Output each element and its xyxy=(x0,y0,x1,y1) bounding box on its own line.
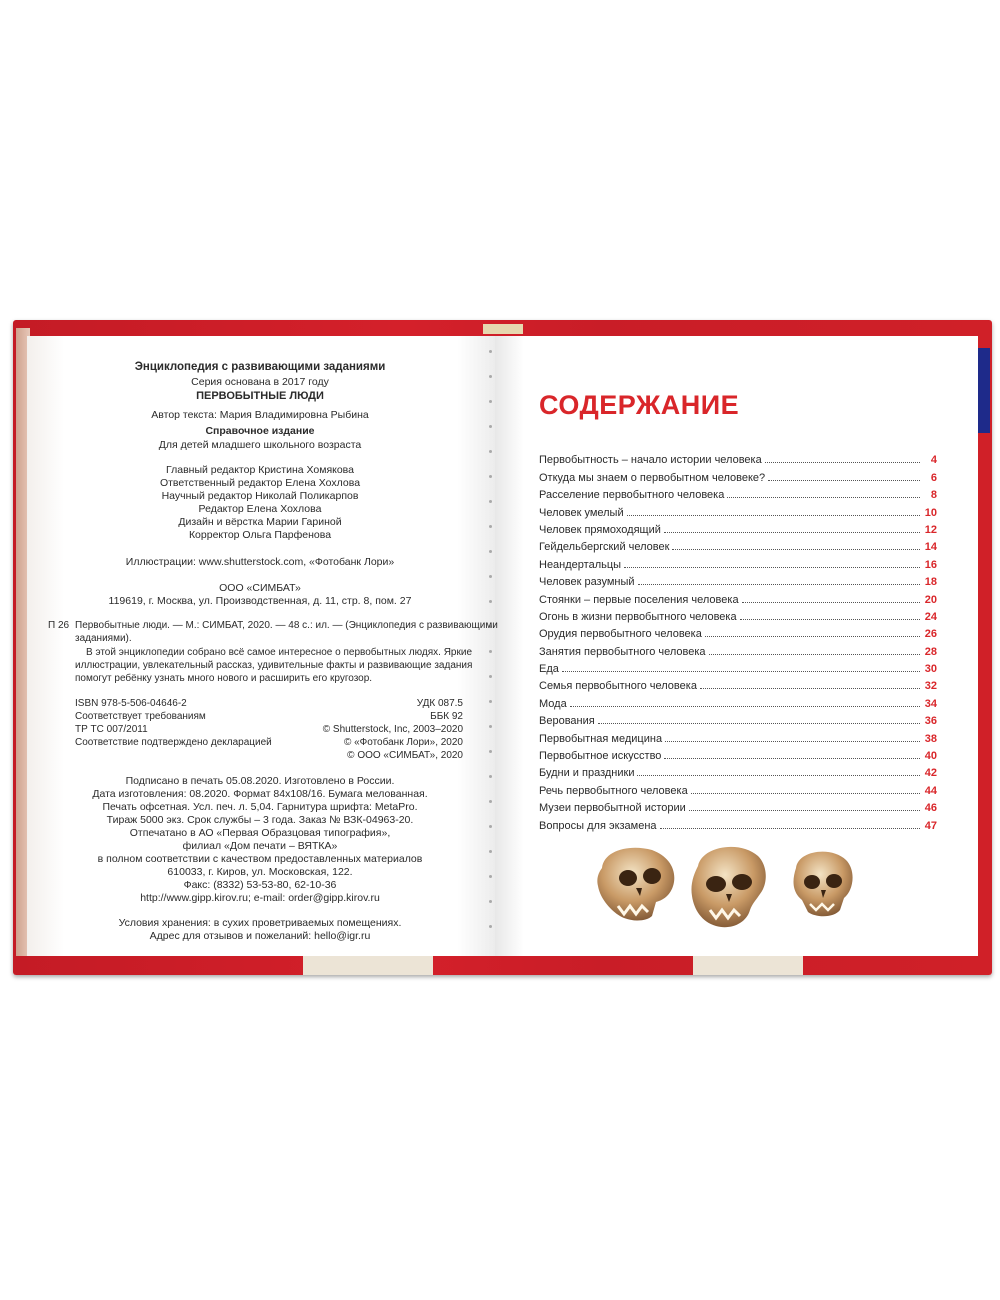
udk: УДК 087.5 xyxy=(416,698,463,709)
compliance-line: Соответствие подтверждено декларацией xyxy=(75,737,272,748)
binding-stitches xyxy=(488,350,494,950)
toc-leader-dots xyxy=(672,549,920,550)
toc-item xyxy=(539,449,937,466)
toc-item xyxy=(539,762,937,779)
toc-item-page: 12 xyxy=(924,523,937,536)
toc-leader-dots xyxy=(624,567,920,568)
toc-item xyxy=(539,745,937,762)
toc-item xyxy=(539,484,937,501)
toc-leader-dots xyxy=(765,462,920,463)
imprint-line: Печать офсетная. Усл. печ. л. 5,04. Гарнитура шрифта: MetaPro. xyxy=(102,801,418,813)
toc-item-label: Человек прямоходящий xyxy=(539,523,661,536)
toc-leader-dots xyxy=(665,741,920,742)
toc-item-page: 10 xyxy=(924,506,937,519)
toc-item-page: 16 xyxy=(924,558,937,571)
bbk: ББК 92 xyxy=(430,711,463,722)
toc-leader-dots xyxy=(705,636,920,637)
edition-type: Справочное издание xyxy=(205,425,315,437)
toc-item-page: 42 xyxy=(924,767,937,780)
toc-item-label: Музеи первобытной истории xyxy=(539,802,686,815)
toc-leader-dots xyxy=(637,775,920,776)
spine-top-strip xyxy=(483,324,523,334)
toc-item-label: Вопросы для экзамена xyxy=(539,819,657,832)
toc-item-label: Первобытная медицина xyxy=(539,732,663,745)
toc-item-page: 28 xyxy=(924,645,937,658)
publisher-address: 119619, г. Москва, ул. Производственная, д. 11, стр. 8, пом. 27 xyxy=(108,595,412,607)
toc-leader-dots xyxy=(627,515,920,516)
toc-item xyxy=(539,814,937,831)
imprint-line: http://www.gipp.kirov.ru; e-mail: order@gipp.kirov.ru xyxy=(140,892,380,904)
toc-item-label: Орудия первобытного человека xyxy=(539,628,702,641)
copyright-line: © Shutterstock, Inc, 2003–2020 xyxy=(322,724,463,735)
toc-item-label: Мода xyxy=(539,697,567,710)
early-human-skull-icon xyxy=(691,847,765,927)
toc-leader-dots xyxy=(664,758,920,759)
staff-line: Главный редактор Кристина Хомякова xyxy=(166,464,354,476)
toc-item-page: 36 xyxy=(924,715,937,728)
toc-item-page: 24 xyxy=(924,610,937,623)
annotation-line: помогут ребёнку узнать много нового и расширить его кругозор. xyxy=(75,673,373,684)
toc-item-label: Первобытное искусство xyxy=(539,750,662,763)
toc-leader-dots xyxy=(664,532,920,533)
book-title: ПЕРВОБЫТНЫЕ ЛЮДИ xyxy=(196,390,324,402)
staff-line: Научный редактор Николай Поликарпов xyxy=(161,490,359,502)
toc-leader-dots xyxy=(691,793,920,794)
catalog-code: П 26 xyxy=(48,620,70,631)
toc-item-page: 8 xyxy=(930,489,937,502)
staff-line: Ответственный редактор Елена Хохлова xyxy=(159,477,361,489)
toc-item-label: Речь первобытного человека xyxy=(539,784,688,797)
toc-item xyxy=(539,588,937,605)
toc-item xyxy=(539,571,937,588)
toc-leader-dots xyxy=(689,810,920,811)
toc-item xyxy=(539,779,937,796)
author: Автор текста: Мария Владимировна Рыбина xyxy=(151,409,369,421)
compliance-line: Соответствует требованиям xyxy=(75,711,206,722)
ape-skull-icon xyxy=(597,848,674,921)
toc-leader-dots xyxy=(700,688,920,689)
cover-bottom-strip-left xyxy=(303,953,433,975)
staff-line: Редактор Елена Хохлова xyxy=(198,503,322,515)
toc-item-label: Откуда мы знаем о первобытном человеке? xyxy=(539,471,766,484)
imprint-line: Дата изготовления: 08.2020. Формат 84х108/16. Бумага мелованная. xyxy=(92,788,428,800)
toc-leader-dots xyxy=(768,480,920,481)
toc-item-label: Расселение первобытного человека xyxy=(539,489,725,502)
toc-title: СОДЕРЖАНИЕ xyxy=(539,390,740,420)
modern-human-skull-icon xyxy=(794,852,853,917)
toc-leader-dots xyxy=(709,654,920,655)
imprint-line: в полном соответствии с качеством предоставленных материалов xyxy=(97,853,423,865)
toc-item xyxy=(539,692,937,709)
cover-blue-tab xyxy=(978,348,990,433)
cover-bottom-strip-right xyxy=(693,953,803,975)
toc-item-page: 26 xyxy=(924,628,937,641)
staff-line: Дизайн и вёрстка Марии Гариной xyxy=(178,516,342,528)
toc-item-label: Неандертальцы xyxy=(539,558,622,571)
toc-item xyxy=(539,797,937,814)
imprint-line: Тираж 5000 экз. Срок службы – 3 года. Заказ № ВЗК-04963-20. xyxy=(106,814,414,826)
toc-item-label: Первобытность – начало истории человека xyxy=(539,454,762,467)
audience: Для детей младшего школьного возраста xyxy=(158,439,362,451)
toc-item-page: 4 xyxy=(930,454,937,467)
toc-item xyxy=(539,501,937,518)
series-title: Энциклопедия с развивающими заданиями xyxy=(134,361,386,373)
toc-leader-dots xyxy=(562,671,920,672)
toc-item xyxy=(539,675,937,692)
imprint-line: Отпечатано в АО «Первая Образцовая типография», xyxy=(129,827,391,839)
series-founded: Серия основана в 2017 году xyxy=(191,376,329,388)
toc-item xyxy=(539,519,937,536)
toc-item-label: Человек умелый xyxy=(539,506,624,519)
copyright-line: © ООО «СИМБАТ», 2020 xyxy=(347,750,463,761)
catalog-line: Первобытные люди. — М.: СИМБАТ, 2020. — 48 с.: ил. — (Энциклопедия с развивающими xyxy=(75,620,498,631)
toc-item-label: Гейдельбергский человек xyxy=(539,541,670,554)
skulls-illustration xyxy=(590,838,870,938)
toc-leader-dots xyxy=(727,497,920,498)
toc-item xyxy=(539,606,937,623)
table-of-contents xyxy=(539,449,937,832)
staff-line: Корректор Ольга Парфенова xyxy=(188,529,332,541)
imprint-line: Факс: (8332) 53-53-80, 62-10-36 xyxy=(183,879,337,891)
toc-item-page: 40 xyxy=(924,750,937,763)
imprint-line: Подписано в печать 05.08.2020. Изготовлено в России. xyxy=(125,775,395,787)
toc-item xyxy=(539,536,937,553)
isbn: ISBN 978-5-506-04646-2 xyxy=(75,698,187,709)
toc-item-page: 34 xyxy=(924,697,937,710)
toc-item-label: Стоянки – первые поселения человека xyxy=(539,593,739,606)
storage-conditions: Условия хранения: в сухих проветриваемых помещениях. xyxy=(118,917,402,929)
toc-item xyxy=(539,640,937,657)
toc-item xyxy=(539,466,937,483)
copyright-line: © «Фотобанк Лори», 2020 xyxy=(343,737,463,748)
feedback-address: Адрес для отзывов и пожеланий: hello@igr.ru xyxy=(149,930,371,942)
toc-item-page: 30 xyxy=(924,663,937,676)
toc-leader-dots xyxy=(570,706,920,707)
toc-leader-dots xyxy=(740,619,920,620)
toc-item-label: Будни и праздники xyxy=(539,767,635,780)
toc-item-page: 44 xyxy=(924,784,937,797)
toc-leader-dots xyxy=(660,828,920,829)
toc-item-label: Человек разумный xyxy=(539,576,635,589)
toc-item xyxy=(539,727,937,744)
imprint-line: 610033, г. Киров, ул. Московская, 122. xyxy=(167,866,353,878)
toc-item-page: 18 xyxy=(924,576,937,589)
catalog-line: заданиями). xyxy=(75,633,132,644)
toc-item-page: 20 xyxy=(924,593,937,606)
toc-leader-dots xyxy=(598,723,920,724)
toc-item-label: Семья первобытного человека xyxy=(539,680,697,693)
toc-item-label: Занятия первобытного человека xyxy=(539,645,706,658)
toc-item-page: 38 xyxy=(924,732,937,745)
publisher-name: ООО «СИМБАТ» xyxy=(219,582,301,594)
illustrations-credit: Иллюстрации: www.shutterstock.com, «Фотобанк Лори» xyxy=(125,556,395,568)
toc-item xyxy=(539,553,937,570)
toc-item-page: 46 xyxy=(924,802,937,815)
toc-leader-dots xyxy=(742,602,920,603)
toc-item-page: 14 xyxy=(924,541,937,554)
compliance-line: ТР ТС 007/2011 xyxy=(75,724,148,735)
toc-item-page: 47 xyxy=(924,819,937,832)
toc-item-page: 32 xyxy=(924,680,937,693)
toc-item-label: Огонь в жизни первобытного человека xyxy=(539,610,737,623)
toc-leader-dots xyxy=(638,584,920,585)
toc-item xyxy=(539,658,937,675)
toc-item-label: Верования xyxy=(539,715,595,728)
toc-item-page: 6 xyxy=(930,471,937,484)
toc-item xyxy=(539,623,937,640)
annotation-line: В этой энциклопедии собрано всё самое интересное о первобытных людях. Яркие xyxy=(86,647,473,658)
imprint-line: филиал «Дом печати – ВЯТКА» xyxy=(182,840,338,852)
annotation-line: иллюстрации, увлекательный рассказ, удивительные факты и развивающие задания xyxy=(75,660,473,671)
toc-item-label: Еда xyxy=(539,663,559,676)
toc-item xyxy=(539,710,937,727)
